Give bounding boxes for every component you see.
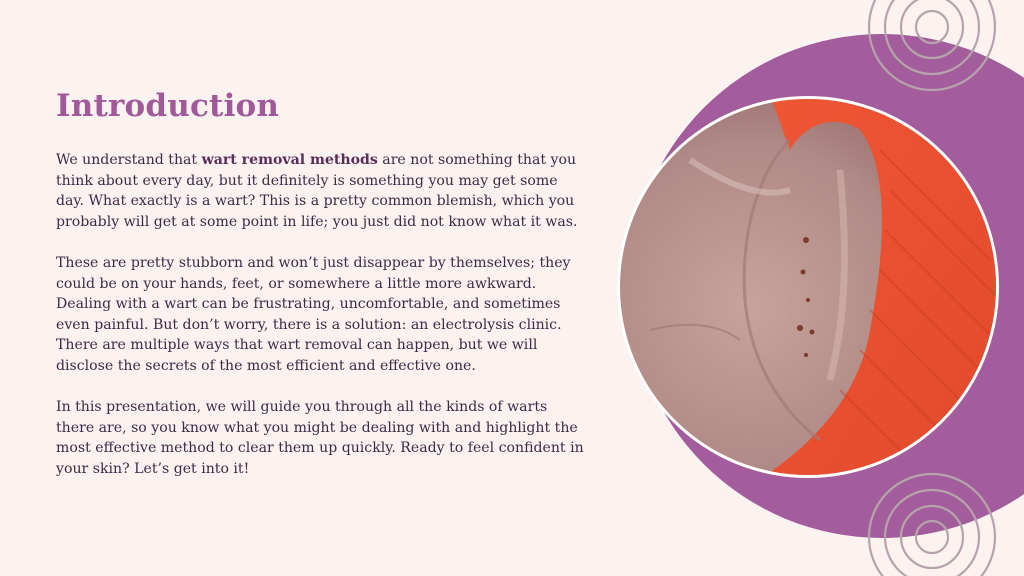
paragraph-text: We understand that bbox=[56, 152, 202, 168]
paragraph-bold-text: wart removal methods bbox=[201, 152, 378, 168]
intro-paragraph-2 bbox=[56, 253, 584, 377]
intro-paragraph-1 bbox=[56, 150, 584, 232]
paragraph-text: In this presentation, we will guide you through all the kinds of warts there are, so you know what you might be dealing with and highlight the most effective method to clear them up quickly. Ready to feel confident in your skin? Let’s get into it! bbox=[56, 399, 584, 477]
intro-body bbox=[56, 150, 584, 500]
paragraph-text: are not something that you think about every day, but it definitely is something you may get some day. What exactly is a wart? This is a pretty common blemish, which you probably will get at some point in life; you just did not know what it was. bbox=[56, 152, 578, 230]
paragraph-text: These are pretty stubborn and won’t just disappear by themselves; they could be on your hands, feet, or somewhere a little more awkward. Dealing with a wart can be frustrating, uncomfortable, and sometimes even painful. But don’t worry, there is a solution: an electrolysis clinic. There are multiple ways that wart removal can happen, but we will disclose the secrets of the most efficient and effective one. bbox=[56, 254, 571, 374]
intro-paragraph-3 bbox=[56, 397, 584, 479]
page-title: Introduction bbox=[56, 88, 280, 124]
